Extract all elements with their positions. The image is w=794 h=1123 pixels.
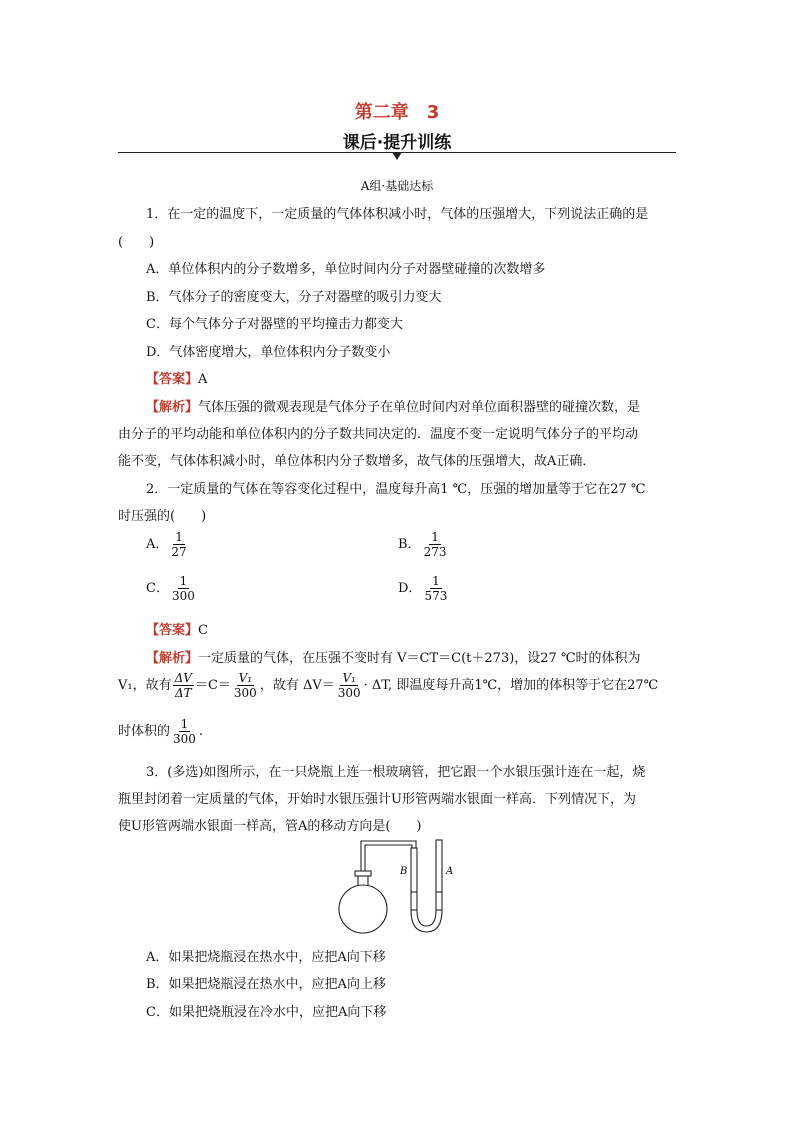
fraction [171,717,198,746]
denominator: 300 [173,732,196,746]
q1-analysis-line2: 由分子的平均动能和单位体积内的分子数共同决定的．温度不变一定说明气体分子的平均动 [118,427,639,442]
q2-option-b [398,530,449,559]
text: 时体积的 [118,724,171,739]
fraction [170,574,197,603]
q1-option-d: D．气体密度增大，单位体积内分子数变小 [146,345,391,360]
q3-option-a: A．如果把烧瓶浸在热水中，应把A向下移 [146,950,386,965]
fraction [336,671,363,700]
q1-option-a: A．单位体积内的分子数增多，单位时间内分子对器壁碰撞的次数增多 [146,262,546,277]
denominator: 27 [171,545,187,559]
figure-label-a: A [446,866,454,877]
numerator: 1 [180,717,189,731]
text: · ΔT, 即温度每升高1℃，增加的体积等于它在27℃ [363,678,659,693]
denominator: ΔT [174,686,192,700]
numerator: 1 [179,574,188,588]
q3-stem-line2: 瓶里封闭着一定质量的气体，开始时水银压强计U形管两端水银面一样高．下列情况下，为 [118,792,636,807]
denominator: 300 [337,686,361,700]
text: V₁，故有 [118,678,172,693]
q2-analysis-line2 [118,671,658,700]
denominator: 573 [424,589,448,603]
numerator: V₁ [342,671,356,685]
q2-option-a [146,530,190,559]
q2-stem: 2．一定质量的气体在等容变化过程中，温度每升高1 ℃，压强的增加量等于它在27 ℃ [146,482,646,497]
fraction [422,530,449,559]
q2-option-c [146,574,198,603]
analysis-tag: 【解析】 [146,400,199,415]
q3-stem-line1: 3．(多选)如图所示，在一只烧瓶上连一根玻璃管，把它跟一个水银压强计连在一起，烧 [146,765,646,780]
q1-option-b: B．气体分子的密度变大，分子对器壁的吸引力变大 [146,290,442,305]
text: . [198,724,204,739]
divider-triangle-icon [392,152,402,160]
option-label: A． [146,537,169,552]
flask-bulb [339,885,387,933]
q3-stem-line3: 使U形管两端水银面一样高，管A的移动方向是( ) [118,819,422,834]
fraction [422,574,449,603]
denominator: 273 [423,545,447,559]
q2-analysis-line1 [146,647,641,666]
glass-tube [361,841,416,871]
q1-option-c: C．每个气体分子对器壁的平均撞击力都变大 [146,317,403,332]
option-label: B． [398,537,421,552]
manometer-arm-b [411,848,417,910]
manometer-arm-a [436,840,442,910]
analysis-text: 气体压强的微观表现是气体分子在单位时间内对单位面积器壁的碰撞次数，是 [198,400,641,415]
numerator: V₁ [238,671,253,685]
chapter-title: 第二章 3 [354,102,440,123]
q3-option-b: B．如果把烧瓶浸在热水中，应把A向上移 [146,977,386,992]
q2-stem-tail: 时压强的( ) [118,509,207,524]
q1-stem: 1．在一定的温度下，一定质量的气体体积减小时，气体的压强增大，下列说法正确的是 [146,207,649,222]
fraction [173,671,194,700]
numerator: ΔV [174,671,192,685]
analysis-tag: 【解析】 [146,651,199,666]
section-subtitle: 课后·提升训练 [342,133,452,153]
fraction [169,530,188,559]
q1-analysis-line1 [146,396,640,415]
numerator: 1 [431,530,439,544]
q2-answer [146,619,208,638]
answer-value: C [198,623,208,638]
option-label: D． [398,581,422,596]
analysis-text: 一定质量的气体，在压强不变时有 V＝CT＝C(t＋273)，设27 ℃时的体积为 [198,651,641,666]
q1-analysis-line3: 能不变，气体体积减小时，单位体积内分子数增多，故气体的压强增大，故A正确． [118,454,596,469]
denominator: 300 [233,686,257,700]
q2-option-d [398,574,450,603]
u-tube-bottom [411,910,442,932]
flask-stopper [355,871,371,876]
denominator: 300 [171,589,195,603]
answer-value: A [198,372,208,387]
answer-tag: 【答案】 [146,372,199,387]
text: ，故有 ΔV＝ [259,678,335,693]
q1-stem-paren: ( ) [118,235,155,250]
numerator: 1 [175,530,183,544]
q2-analysis-line3 [118,717,203,746]
option-label: C． [146,581,169,596]
figure-label-b: B [400,866,408,877]
q1-answer [146,368,207,387]
numerator: 1 [432,574,440,588]
answer-tag: 【答案】 [146,623,199,638]
group-heading: A组·基础达标 [360,179,434,193]
q3-option-c: C．如果把烧瓶浸在冷水中，应把A向下移 [146,1005,387,1020]
text: ＝C＝ [194,678,231,693]
fraction [232,671,259,700]
flask-manometer-figure [330,836,470,938]
